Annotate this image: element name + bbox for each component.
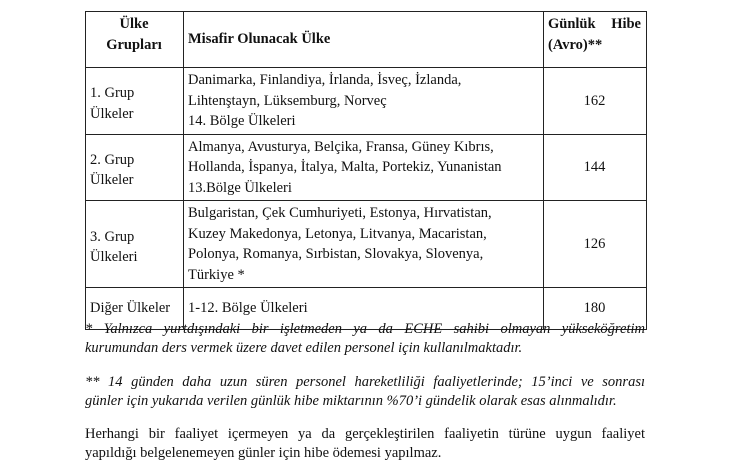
- header-daily-grant: Günlük Hibe (Avro)**: [544, 12, 647, 68]
- amount-cell: 162: [544, 68, 647, 135]
- countries-cell: 1-12. Bölge Ülkeleri: [184, 288, 544, 330]
- table-header-row: [86, 12, 647, 68]
- countries-cell: Danimarka, Finlandiya, İrlanda, İsveç, İzlanda, Lihtenştayn, Lüksemburg, Norveç 14. Bölge Ülkeleri: [184, 68, 544, 135]
- footnote-single-asterisk: * Yalnızca yurtdışındaki bir işletmeden ya da ECHE sahibi olmayan yükseköğretim kurumundan ders vermek üzere davet edilen personel için kullanılmaktadır.: [85, 321, 645, 356]
- amount-cell: 126: [544, 201, 647, 288]
- header-host-country: Misafir Olunacak Ülke: [184, 12, 544, 68]
- amount-cell: 144: [544, 134, 647, 201]
- group-cell: 1. Grup Ülkeler: [86, 68, 184, 135]
- countries-cell: Almanya, Avusturya, Belçika, Fransa, Güney Kıbrıs, Hollanda, İspanya, İtalya, Malta, Portekiz, Yunanistan 13.Bölge Ülkeleri: [184, 134, 544, 201]
- group-cell: Diğer Ülkeler: [86, 288, 184, 330]
- footnote-double-asterisk: ** 14 günden daha uzun süren personel hareketliliği faaliyetlerinde; 15’inci ve sonrası günler için yukarıda verilen günlük hibe miktarının %70’i gündelik olarak esas alınmalıdır.: [85, 374, 645, 409]
- table-row: [86, 68, 647, 135]
- group-cell: 2. Grup Ülkeler: [86, 134, 184, 201]
- group-cell: 3. Grup Ülkeleri: [86, 201, 184, 288]
- table-row: [86, 134, 647, 201]
- countries-cell: Bulgaristan, Çek Cumhuriyeti, Estonya, Hırvatistan, Kuzey Makedonya, Letonya, Litvanya, Macaristan, Polonya, Romanya, Sırbistan, Slovakya, Slovenya, Türkiye *: [184, 201, 544, 288]
- amount-cell: 180: [544, 288, 647, 330]
- closing-paragraph: Herhangi bir faaliyet içermeyen ya da gerçekleştirilen faaliyetin türüne uygun faaliyet yapıldığı belgelenemeyen günler için hibe ödemesi yapılmaz.: [85, 426, 645, 461]
- daily-grant-table: [85, 11, 647, 330]
- table-row: [86, 201, 647, 288]
- header-country-groups: Ülke Grupları: [86, 12, 184, 68]
